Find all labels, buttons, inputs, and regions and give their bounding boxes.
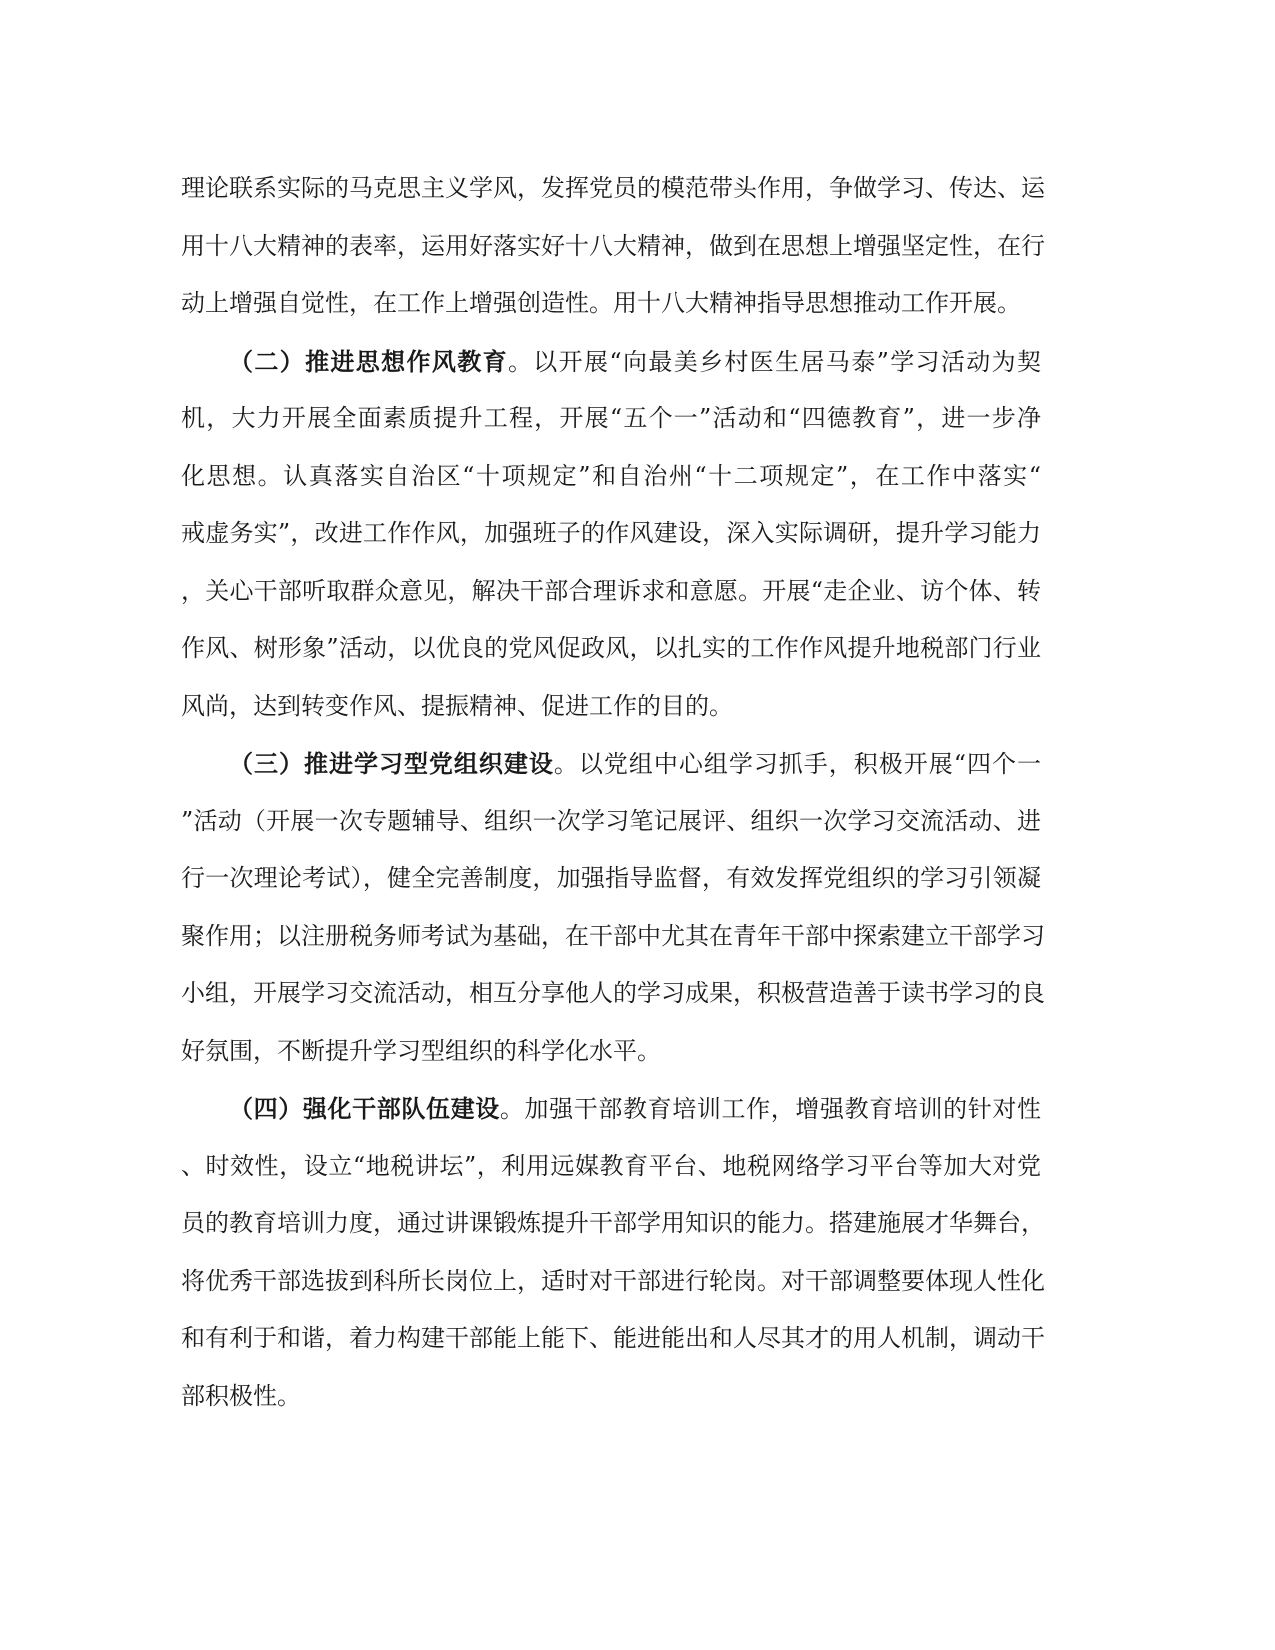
paragraph-2-line-4: 戒虚务实”，改进工作作风，加强班子的作风建设，深入实际调研，提升学习能力 [181, 519, 1041, 547]
paragraph-1-line-1: 理论联系实际的马克思主义学风，发挥党员的模范带头作用，争做学习、传达、运 [181, 174, 1045, 202]
section-heading-4: （四）强化干部队伍建设 [229, 1094, 500, 1123]
paragraph-2-line-3: 化思想。认真落实自治区“十项规定”和自治州“十二项规定”，在工作中落实“ [181, 461, 1041, 490]
paragraph-2-line-2: 机，大力开展全面素质提升工程，开展“五个一”活动和“四德教育”，进一步净 [181, 404, 1041, 432]
document-body [181, 160, 1045, 1425]
paragraph-4-line-5: 和有利于和谐，着力构建干部能上能下、能进能出和人尽其才的用人机制，调动干 [181, 1324, 1045, 1352]
paragraph-1-line-3: 动上增强自觉性，在工作上增强创造性。用十八大精神指导思想推动工作开展。 [181, 289, 1021, 317]
paragraph-4-line-6: 部积极性。 [181, 1381, 301, 1410]
paragraph-2-line-6: 作风、树形象”活动，以优良的党风促政风，以扎实的工作作风提升地税部门行业 [181, 634, 1041, 662]
paragraph-4-first-line [181, 1080, 1041, 1138]
paragraph-1-line-2: 用十八大精神的表率，运用好落实好十八大精神，做到在思想上增强坚定性，在行 [181, 231, 1045, 260]
paragraph-3-line-3: 行一次理论考试），健全完善制度，加强指导监督，有效发挥党组织的学习引领凝 [181, 864, 1041, 892]
paragraph-4-line-2: 、时效性，设立“地税讲坛”，利用远媒教育平台、地税网络学习平台等加大对党 [181, 1151, 1041, 1180]
paragraph-4-line-4: 将优秀干部选拔到科所长岗位上，适时对干部进行轮岗。对干部调整要体现人性化 [181, 1266, 1045, 1295]
paragraph-3-first-line [181, 735, 1041, 793]
paragraph-2-line-7: 风尚，达到转变作风、提振精神、促进工作的目的。 [181, 691, 733, 720]
paragraph-4-line-3: 员的教育培训力度，通过讲课锻炼提升干部学用知识的能力。搭建施展才华舞台， [181, 1209, 1045, 1237]
section-heading-3: （三）推进学习型党组织建设 [229, 749, 554, 778]
paragraph-3-line-5: 小组，开展学习交流活动，相互分享他人的学习成果，积极营造善于读书学习的良 [181, 979, 1045, 1007]
paragraph-2-first-line [181, 333, 1041, 391]
paragraph-2-first-line-text: 。以开展“向最美乡村医生居马泰”学习活动为契 [507, 347, 1041, 376]
paragraph-3-line-4: 聚作用；以注册税务师考试为基础，在干部中尤其在青年干部中探索建立干部学习 [181, 921, 1045, 950]
paragraph-4-first-line-text: 。加强干部教育培训工作，增强教育培训的针对性 [499, 1095, 1041, 1123]
section-heading-2: （二）推进思想作风教育 [229, 346, 508, 376]
paragraph-3-line-6: 好氛围，不断提升学习型组织的科学化水平。 [181, 1036, 661, 1065]
paragraph-3-line-2: ”活动（开展一次专题辅导、组织一次学习笔记展评、组织一次学习交流活动、进 [181, 806, 1041, 835]
paragraph-2-line-5: ，关心干部听取群众意见，解决干部合理诉求和意愿。开展“走企业、访个体、转 [181, 576, 1041, 605]
paragraph-3-first-line-text: 。以党组中心组学习抓手，积极开展“四个一 [553, 750, 1041, 778]
